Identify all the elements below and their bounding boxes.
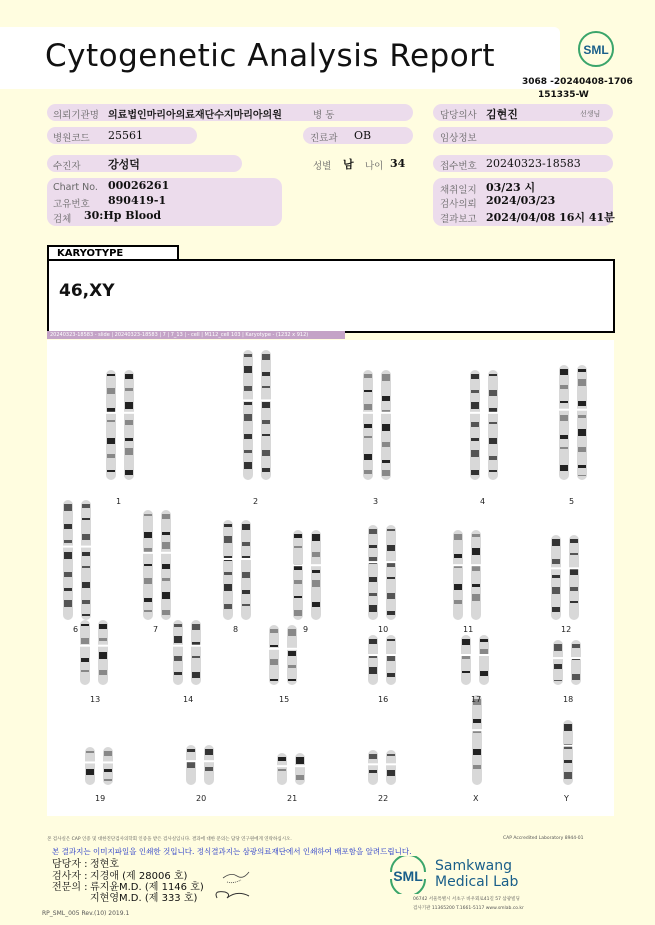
chromosome-label-7: 7 (153, 625, 159, 634)
chromosome-label-Y: Y (564, 794, 569, 803)
institution-label: 의뢰기관명 (53, 110, 99, 121)
staff-role-1: 담당자 : (52, 859, 88, 870)
chromosome-pair-22 (368, 750, 397, 785)
image-print-notice: 본 결과지는 이미지파일을 인쇄한 것입니다. 정식결과지는 삼광의료재단에서 인쇄하여 배포함을 알려드립니다. (52, 847, 412, 856)
chromosome-label-14: 14 (183, 695, 194, 704)
karyogram-chromosomes (47, 340, 614, 816)
chromosome-label-15: 15 (279, 695, 290, 704)
chromosome-label-10: 10 (378, 625, 389, 634)
chromosome-pair-4 (470, 370, 499, 480)
chromosome-pair-18 (553, 640, 582, 685)
chromosome-pair-1 (106, 370, 135, 480)
chromosome-label-13: 13 (90, 695, 101, 704)
patient-label: 수진자 (53, 161, 81, 172)
chromosome-pair-11 (453, 530, 482, 620)
chromosome-label-X: X (473, 794, 479, 803)
company-contact: 검사기관 11365200 T.1661-5117 www.smlab.co.kr (413, 906, 524, 911)
karyotype-result-box (47, 259, 615, 333)
chromosome-label-8: 8 (233, 625, 239, 634)
chromosome-pair-3 (363, 370, 392, 480)
chromosome-label-6: 6 (73, 625, 79, 634)
chart-label: Chart No. (53, 182, 98, 193)
chromosome-label-4: 4 (480, 497, 486, 506)
unique-label: 고유번호 (53, 199, 90, 210)
chromosome-label-16: 16 (378, 695, 389, 704)
dept-value: OB (354, 129, 372, 142)
chromosome-pair-17 (461, 635, 490, 685)
cap-accreditation: CAP Accredited Laboratory 8944-01 (503, 836, 584, 841)
chromosome-pair-21 (277, 753, 306, 785)
chromosome-pair-14 (173, 620, 202, 685)
chromosome-label-21: 21 (287, 794, 298, 803)
chromosome-pair-Y (563, 720, 574, 785)
hospital-code-label: 병원코드 (53, 133, 90, 144)
karyogram-caption: 20240323-18583 - slide | 20240323-18583 | 7 | 7_13 | - cell | M112_cell 103 | Karyotype - (1232 x 912) (47, 331, 345, 339)
chromosome-label-11: 11 (463, 625, 474, 634)
staff-role-2: 검사자 : (52, 871, 88, 882)
clinical-info-label: 임상정보 (440, 133, 477, 144)
karyotype-result: 46,XY (59, 281, 115, 301)
patient-value: 강성덕 (108, 158, 140, 171)
company-name (435, 858, 518, 890)
doctor-suffix: 선생님 (580, 110, 601, 118)
chromosome-label-17: 17 (471, 695, 482, 704)
chromosome-pair-5 (559, 365, 588, 480)
chromosome-label-22: 22 (378, 794, 389, 803)
staff-role-3: 전문의 : (52, 882, 88, 893)
staff-name-2: 지경애 (제 28006 호) (90, 871, 188, 882)
request-value: 2024/03/23 (486, 194, 556, 207)
company-name-line2: Medical Lab (435, 874, 519, 890)
chromosome-pair-13 (80, 620, 109, 685)
chromosome-pair-10 (368, 525, 397, 620)
hospital-code-value: 25561 (108, 129, 143, 142)
karyotype-tab: KARYOTYPE (47, 245, 179, 260)
chromosome-pair-6 (63, 500, 92, 620)
chromosome-pair-2 (243, 350, 272, 480)
svg-text:SML: SML (583, 43, 609, 57)
chromosome-pair-9 (293, 530, 322, 620)
sex-value: 남 (343, 158, 354, 171)
report-code-line1: 3068 -20240408-1706 (522, 77, 633, 87)
report-value: 2024/04/08 16시 41분 (486, 211, 615, 224)
chromosome-label-18: 18 (563, 695, 574, 704)
chromosome-pair-7 (143, 510, 172, 620)
chromosome-label-1: 1 (116, 497, 122, 506)
doctor-label: 담당의사 (440, 110, 477, 121)
chromosome-pair-8 (223, 520, 252, 620)
specimen-value: 30:Hp Blood (84, 209, 162, 222)
ward-label: 병 동 (313, 110, 335, 121)
collect-value: 03/23 시 (486, 181, 536, 194)
report-title: Cytogenetic Analysis Report (45, 38, 496, 74)
chromosome-pair-19 (85, 747, 114, 785)
chromosome-label-19: 19 (95, 794, 106, 803)
staff-name-4: 지현영M.D. (제 333 호) (90, 893, 198, 904)
unique-value: 890419-1 (108, 194, 167, 207)
karyogram-image (47, 340, 614, 816)
specimen-label: 검체 (53, 214, 72, 225)
chromosome-label-2: 2 (253, 497, 259, 506)
staff-name-3: 류지윤M.D. (제 1146 호) (90, 882, 204, 893)
chart-value: 00026261 (108, 179, 170, 192)
chromosome-pair-X (472, 695, 483, 785)
age-label: 나이 (365, 161, 384, 172)
chromosome-label-12: 12 (561, 625, 572, 634)
chromosome-label-3: 3 (373, 497, 379, 506)
company-address: 06742 서울특별시 서초구 바우뫼로41길 57 삼광빌딩 (413, 897, 520, 902)
sex-label: 성별 (313, 161, 332, 172)
doctor-value: 김현진 (486, 108, 518, 121)
request-label: 검사의뢰 (440, 199, 477, 210)
signature-mark (205, 866, 270, 908)
age-value: 34 (390, 157, 406, 170)
chromosome-label-20: 20 (196, 794, 207, 803)
collect-label: 채취일지 (440, 185, 477, 196)
staff-name-1: 정현호 (90, 859, 119, 870)
receipt-label: 접수번호 (440, 161, 477, 172)
samkwang-logo-icon (387, 856, 429, 894)
chromosome-pair-16 (368, 635, 397, 685)
report-code-line2: 151335-W (538, 90, 589, 100)
receipt-value: 20240323-18583 (486, 157, 581, 170)
company-name-line1: Samkwang (435, 858, 512, 874)
chromosome-pair-12 (551, 535, 580, 620)
chromosome-label-5: 5 (569, 497, 575, 506)
chromosome-pair-20 (186, 745, 215, 785)
samkwang-logo-text: SML (393, 868, 423, 884)
chromosome-label-9: 9 (303, 625, 309, 634)
sml-logo-icon (577, 30, 615, 68)
institution-value: 의료법인마리아의료재단수지마리아의원 (108, 110, 282, 121)
lab-certification-note: 본 검사실은 CAP 인증 및 대한진단검사의학회 인증을 받은 검사실입니다. 결과에 대한 문의는 담당 연구원에게 연락하십시오. (47, 837, 292, 842)
report-label: 결과보고 (440, 214, 477, 225)
revision-code: RP_SML_005 Rev.(10) 2019.1 (42, 910, 130, 917)
chromosome-pair-15 (269, 625, 298, 685)
dept-label: 진료과 (310, 133, 338, 144)
